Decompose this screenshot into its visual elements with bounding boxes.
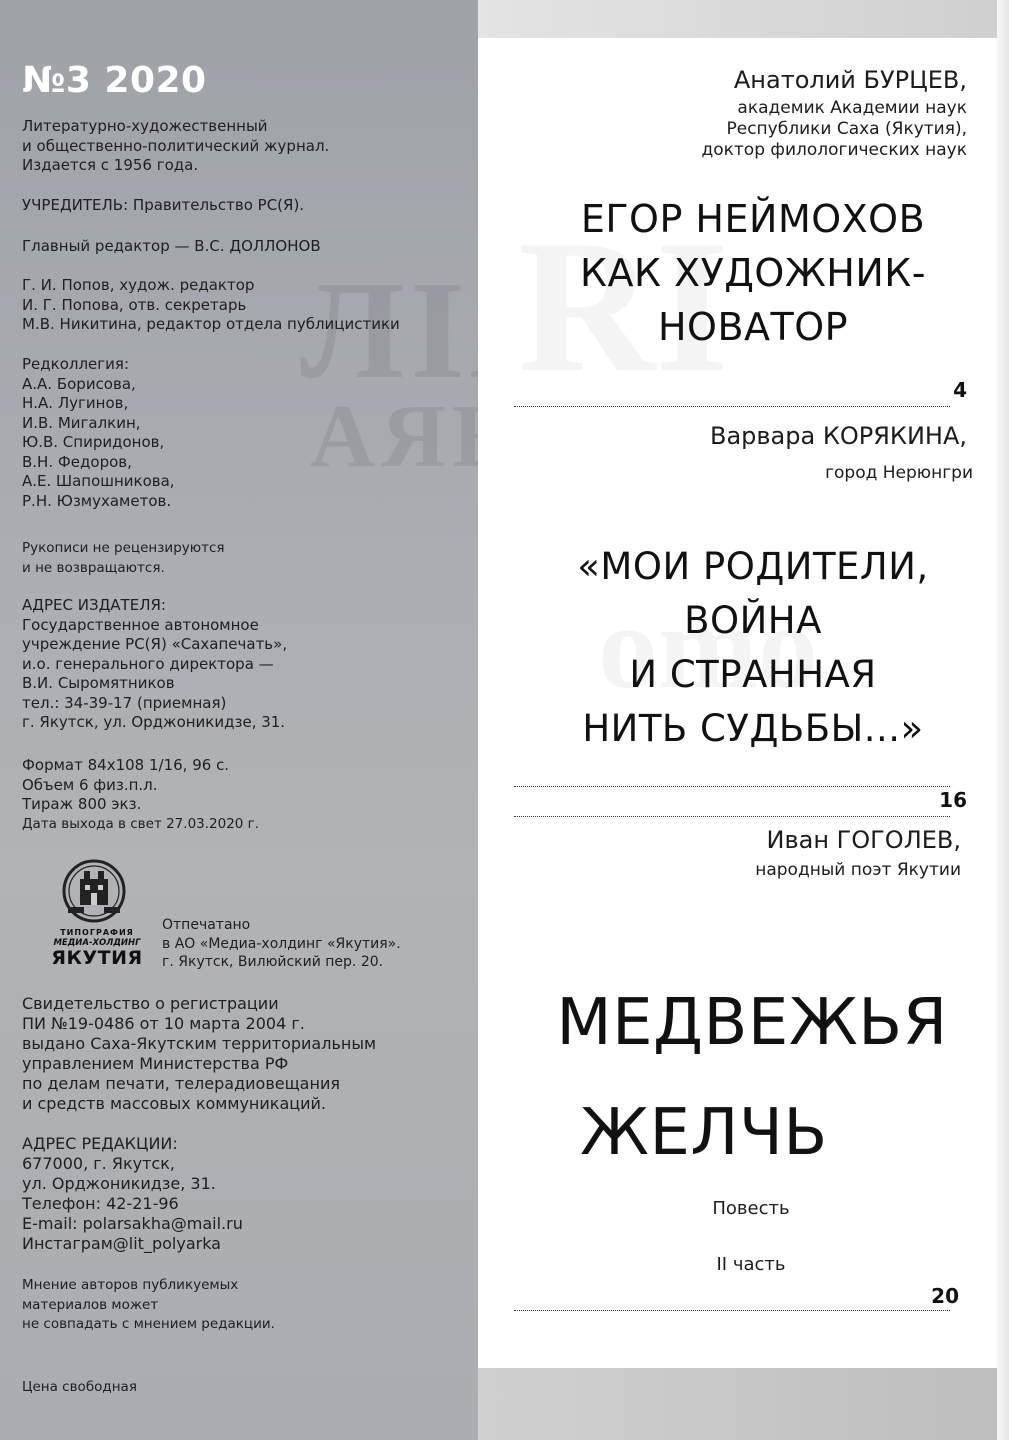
board-member: Н.А. Лугинов, (22, 394, 129, 412)
printed-line: г. Якутск, Вилюйский пер. 20. (162, 954, 384, 970)
credential-line: Республики Саха (Якутия), (726, 119, 967, 139)
board-member: Ю.В. Спиридонов, (22, 433, 165, 451)
publisher-line: Государственное автономное (22, 615, 259, 634)
registration-line: Свидетельство о регистрации (22, 994, 279, 1013)
title-line: НИТЬ СУДЬБЫ...» (582, 707, 924, 750)
manuscripts-line: и не возвращаются. (22, 559, 165, 576)
journal-description (22, 117, 462, 176)
printed-line: Отпечатано (162, 917, 251, 933)
editorial-address-line: Телефон: 42-21-96 (22, 1194, 179, 1213)
title-line: МЕДВЕЖЬЯ (556, 986, 948, 1060)
price-line: Цена свободная (22, 1379, 137, 1395)
editorial-address-line: Инстаграм@lit_polyarka (22, 1234, 221, 1253)
editorial-board (22, 355, 462, 511)
registration-line: выдано Саха-Якутским территориальным (22, 1034, 377, 1053)
entry1-author: Анатолий БУРЦЕВ, (733, 66, 967, 94)
registration-line: и средств массовых коммуникаций. (22, 1094, 327, 1113)
printer-caption-top: ТИПОГРАФИЯ (60, 928, 134, 937)
description-line: Издается с 1956 года. (22, 156, 199, 174)
entry3-page-number: 20 (931, 1284, 959, 1308)
entry3-dotted-separator (514, 1310, 950, 1311)
disclaimer-line: не совпадать с мнением редакции. (22, 1316, 275, 1332)
board-heading: Редколлегия: (22, 355, 129, 373)
board-member: И.В. Мигалкин, (22, 413, 141, 432)
manuscripts-note (22, 539, 462, 578)
registration-line: по делам печати, телерадиовещания (22, 1074, 340, 1093)
entry1-title (518, 192, 988, 354)
registration-line: управлением Министерства РФ (22, 1054, 289, 1073)
entry1-credentials (701, 98, 967, 161)
entry2-dotted-separator (514, 816, 950, 817)
registration-line: ПИ №19-0486 от 10 марта 2004 г. (22, 1014, 305, 1033)
publisher-line: и.о. генерального директора — (22, 654, 274, 673)
title-line: И СТРАННАЯ (629, 653, 877, 696)
credential-line: доктор филологических наук (701, 140, 967, 160)
title-line: «МОИ РОДИТЕЛИ, (577, 545, 929, 588)
entry3-genre: Повесть (712, 1198, 790, 1219)
founder (22, 196, 462, 216)
board-member: А.Е. Шапошникова, (22, 472, 175, 490)
price (22, 1378, 462, 1398)
credential-line: город Нерюнгри (825, 463, 973, 483)
editorial-staff (22, 276, 462, 335)
issue-number: №3 2020 (22, 60, 207, 101)
page-edge (997, 0, 1009, 1440)
title-line: ВОЙНА (684, 599, 822, 642)
entry3-author: Иван ГОГОЛЕВ, (766, 826, 961, 854)
print-format (22, 756, 462, 834)
editorial-address (22, 1134, 462, 1254)
editorial-address-line: АДРЕС РЕДАКЦИИ: (22, 1134, 178, 1153)
publisher-line: В.И. Сыромятников (22, 674, 175, 692)
founder-line: УЧРЕДИТЕЛЬ: Правительство РС(Я). (22, 196, 305, 214)
format-line: Дата выхода в свет 27.03.2020 г. (22, 815, 260, 832)
credential-line: народный поэт Якутии (755, 860, 961, 880)
entry2-title (518, 540, 988, 756)
title-line: НОВАТОР (657, 305, 849, 349)
title-line: КАК ХУДОЖНИК- (580, 251, 926, 295)
printer-caption-mid: МЕДИА-ХОЛДИНГ (53, 938, 141, 948)
background-ghost-text: АЯЕ (310, 387, 519, 486)
disclaimer (22, 1276, 462, 1335)
publisher-address (22, 596, 462, 733)
title-line: ЕГОР НЕЙМОХОВ (580, 197, 926, 241)
entry1-dotted-separator (514, 406, 950, 407)
printed-line: в АО «Медиа-холдинг «Якутия». (162, 935, 401, 952)
entry1-page-number: 4 (953, 378, 967, 402)
publisher-line: г. Якутск, ул. Орджоникидзе, 31. (22, 713, 286, 731)
printed-by (162, 916, 462, 972)
format-line: Формат 84х108 1/16, 96 с. (22, 756, 230, 774)
disclaimer-line: материалов может (22, 1296, 159, 1313)
entry2-dotted-separator-top (514, 786, 950, 787)
entry2-page-number: 16 (939, 788, 967, 812)
entry3-title (502, 968, 1002, 1188)
board-member: В.Н. Федоров, (22, 452, 132, 471)
staff-line: И. Г. Попова, отв. секретарь (22, 295, 247, 314)
entry2-credentials (825, 463, 973, 484)
editorial-address-line: 677000, г. Якутск, (22, 1154, 175, 1173)
board-member: Р.Н. Юзмухаметов. (22, 491, 172, 510)
editorial-address-line: E-mail: polarsakha@mail.ru (22, 1214, 243, 1233)
title-line: ЖЕЛЧЬ (580, 1096, 828, 1170)
staff-line: М.В. Никитина, редактор отдела публицистики (22, 315, 400, 333)
publisher-line: АДРЕС ИЗДАТЕЛЯ: (22, 596, 166, 614)
editorial-address-line: ул. Орджоникидзе, 31. (22, 1174, 216, 1193)
contents-panel (478, 0, 1009, 1440)
background-ghost-text: ЛІЯ (300, 253, 578, 408)
description-line: и общественно-политический журнал. (22, 136, 330, 155)
entry2-author: Варвара КОРЯКИНА, (710, 422, 967, 450)
registration-certificate (22, 994, 462, 1114)
credential-line: академик Академии наук (737, 98, 967, 118)
description-line: Литературно-художественный (22, 117, 268, 135)
publisher-line: учреждение РС(Я) «Сахапечать», (22, 635, 288, 653)
format-line: Тираж 800 экз. (22, 795, 142, 813)
entry3-credentials (755, 860, 961, 881)
publisher-line: тел.: 34-39-17 (приемная) (22, 693, 227, 712)
format-line: Объем 6 физ.п.л. (22, 775, 158, 794)
manuscripts-line: Рукописи не рецензируются (22, 540, 225, 556)
entry3-part: II часть (716, 1254, 786, 1275)
printer-caption-main: ЯКУТИЯ (51, 947, 143, 969)
top-strip (478, 0, 1009, 38)
bottom-strip (478, 1368, 1009, 1440)
disclaimer-line: Мнение авторов публикуемых (22, 1277, 239, 1293)
board-member: А.А. Борисова, (22, 374, 136, 393)
chief-editor-line: Главный редактор — В.С. ДОЛЛОНОВ (22, 237, 321, 255)
chief-editor (22, 237, 462, 257)
staff-line: Г. И. Попов, худож. редактор (22, 276, 255, 294)
